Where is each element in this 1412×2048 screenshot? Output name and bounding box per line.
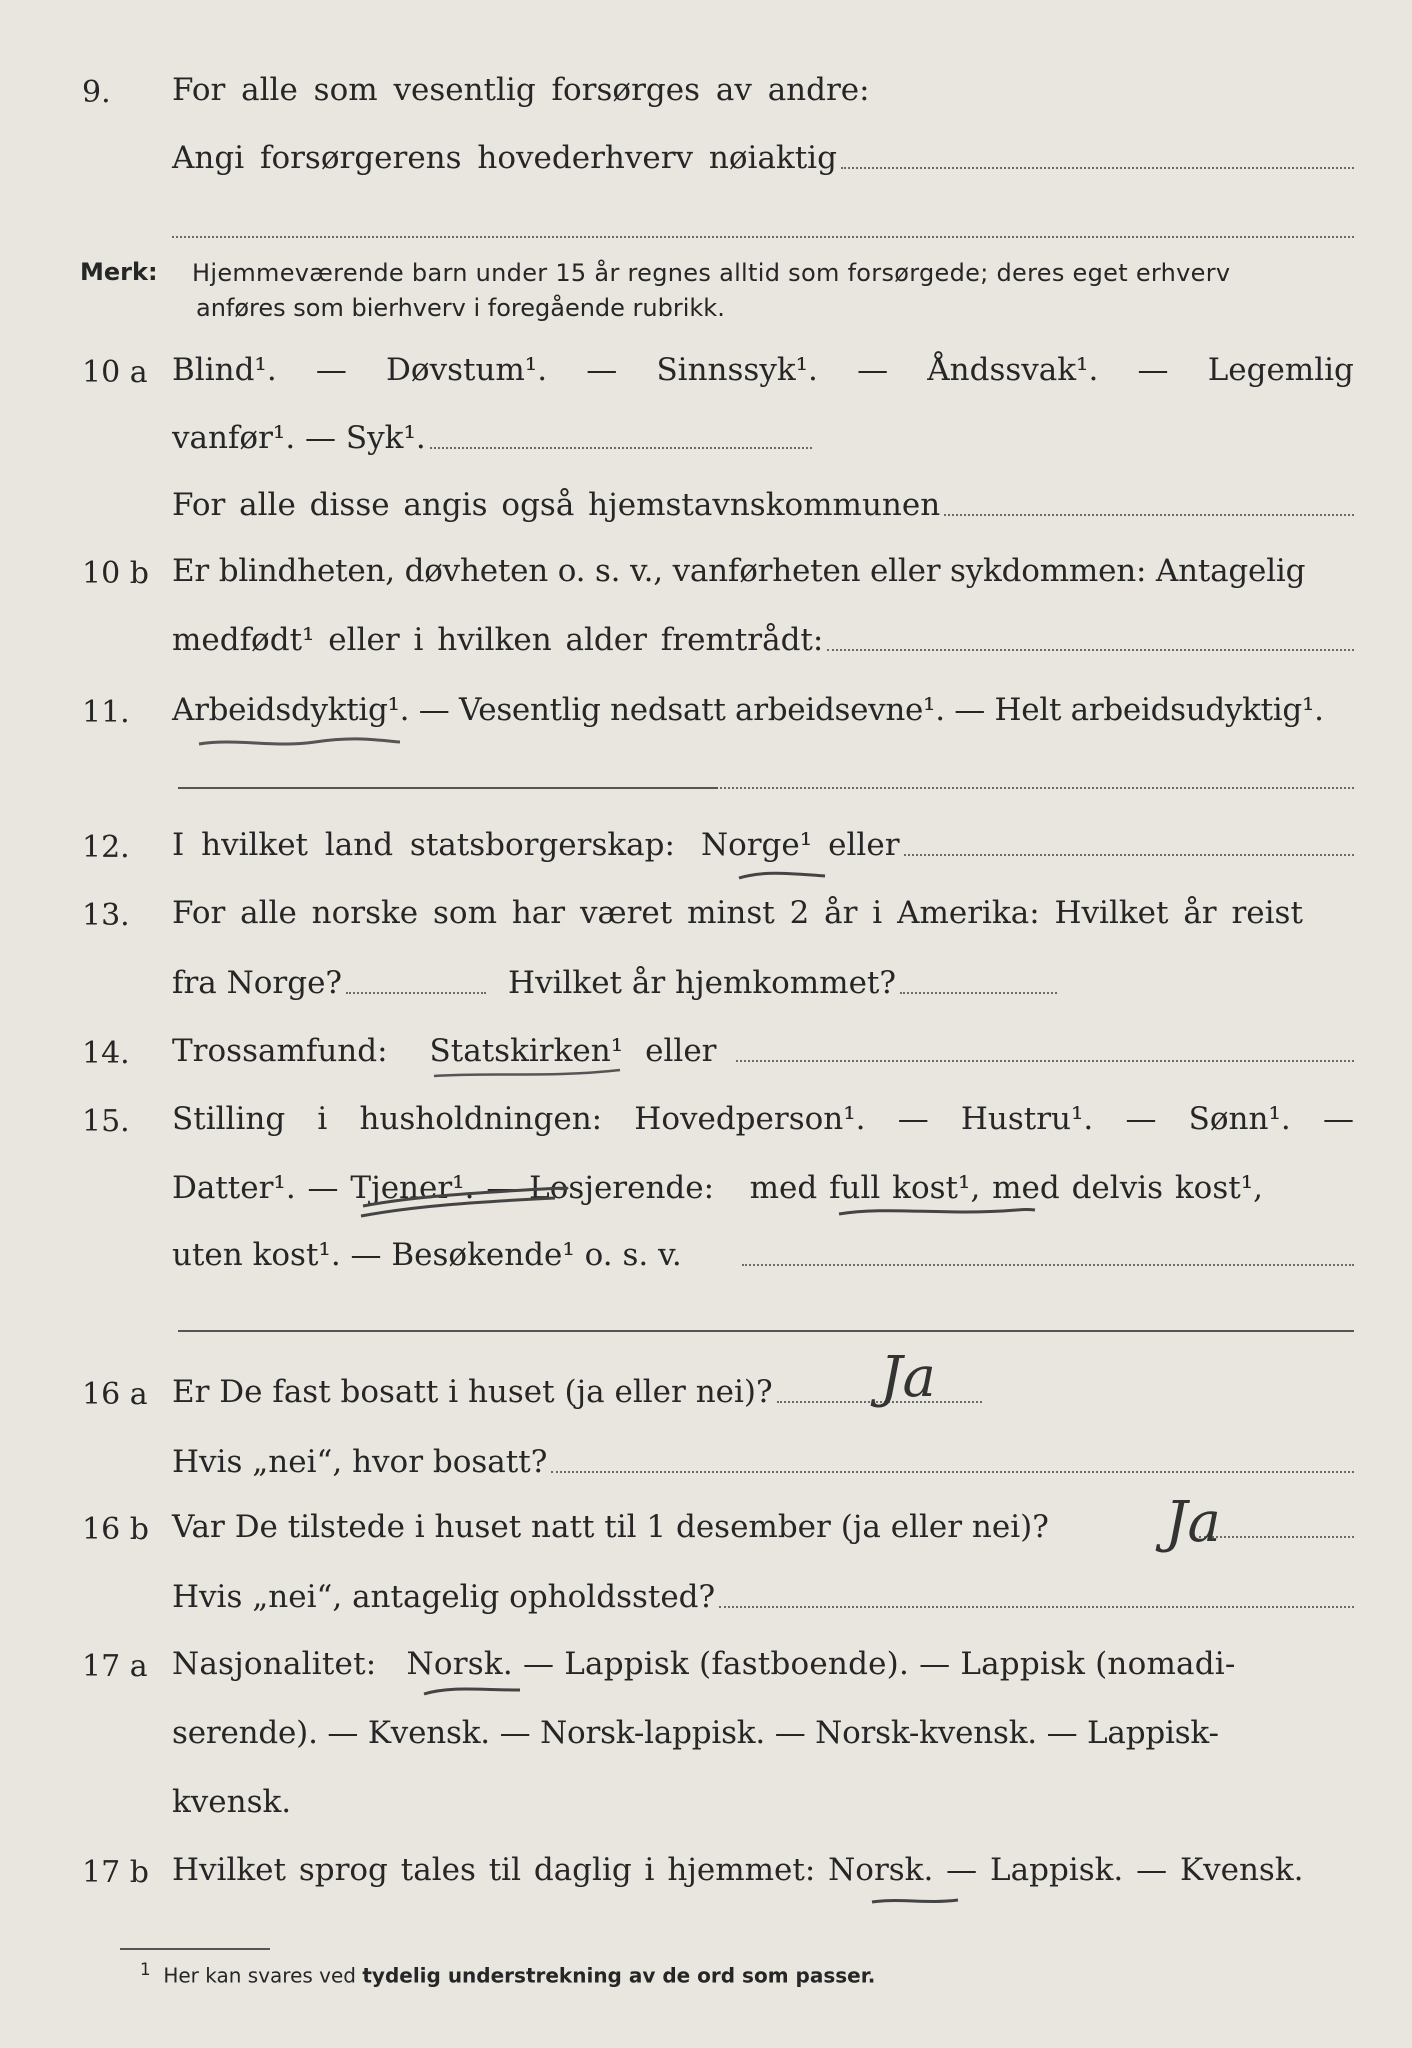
question-text: Angi forsørgerens hovederhverv nøiaktig: [172, 140, 837, 176]
option: Legemlig: [1207, 352, 1354, 388]
option: Døvstum¹.: [386, 352, 548, 388]
note-text: Hjemmeværende barn under 15 år regnes alltid som forsørgede; deres eget erhverv: [192, 259, 1231, 287]
question-text: Hvilket år hjemkommet?: [508, 965, 897, 1001]
question-text: Trossamfund:: [172, 1033, 388, 1069]
question-text: medfødt¹ eller i hvilken alder fremtrådt:: [172, 622, 824, 658]
option-selected: Norsk.: [828, 1852, 934, 1888]
note-label: Merk:: [80, 258, 158, 286]
option-list: [172, 1852, 1354, 1889]
note-text: anføres som bierhverv i foregående rubrikk.: [196, 294, 725, 322]
answer-field[interactable]: [172, 236, 1354, 238]
option: eller: [828, 827, 900, 863]
question-text: husholdningen:: [359, 1101, 603, 1137]
question-text: fra Norge?: [172, 965, 343, 1001]
footnote-rule: [120, 1948, 270, 1950]
answer-row: [172, 1444, 1354, 1481]
answer-row: [172, 827, 1354, 864]
answer-row: [172, 1237, 1354, 1274]
answer-field[interactable]: [719, 1606, 1354, 1608]
question-number: 16 b: [82, 1512, 149, 1547]
separator: —: [1125, 1101, 1157, 1137]
question-number: 16 a: [82, 1377, 148, 1412]
option-selected: Arbeidsdyktig¹.: [172, 692, 410, 728]
option-selected: Norge¹: [700, 827, 813, 863]
question-text: — Losjerende:: [486, 1170, 715, 1206]
option-struck: Tjener¹.: [350, 1170, 475, 1206]
question-text: I hvilket land statsborgerskap:: [172, 827, 675, 863]
option-list: serende). — Kvensk. — Norsk-lappisk. — Norsk-kvensk. — Lappisk-: [172, 1715, 1219, 1751]
option-list: [172, 1101, 1354, 1138]
question-text: Var De tilstede i huset natt til 1 desember (ja eller nei)?: [172, 1509, 1049, 1545]
answer-field[interactable]: [841, 167, 1354, 169]
question-text: Er blindheten, døvheten o. s. v., vanførheten eller sykdommen: Antagelig: [172, 553, 1306, 589]
underline-mark: [868, 1892, 968, 1912]
question-text: Hvilket sprog tales til daglig i hjemmet:: [172, 1852, 816, 1888]
answer-field[interactable]: [430, 447, 812, 449]
underline-mark: [430, 1062, 630, 1084]
option: Blind¹.: [172, 352, 277, 388]
answer-field[interactable]: [904, 854, 1354, 856]
answer-row: [172, 1033, 1354, 1070]
answer-row: [172, 1579, 1354, 1616]
separator: —: [1137, 352, 1169, 388]
question-text: Nasjonalitet:: [172, 1646, 377, 1682]
answer-field[interactable]: [900, 992, 1057, 994]
separator-line: [178, 787, 718, 789]
option-list: [172, 692, 1354, 729]
option: , med delvis kost¹,: [970, 1170, 1263, 1206]
strikethrough-mark: [355, 1176, 565, 1226]
option: — Lappisk (fastboende). — Lappisk (nomadi-: [522, 1646, 1236, 1682]
answer-row: [172, 140, 1354, 177]
separator: —: [315, 352, 347, 388]
option-selected: Norsk.: [406, 1646, 513, 1682]
option-list: [172, 352, 1354, 389]
answer-row: [172, 1374, 982, 1411]
separator: —: [1322, 1101, 1354, 1137]
question-text: Er De fast bosatt i huset (ja eller nei)?: [172, 1374, 773, 1410]
question-number: 10 b: [82, 556, 149, 591]
underline-mark: [420, 1680, 530, 1704]
separator: —: [586, 352, 618, 388]
question-text: For alle norske som har været minst 2 år i Amerika: Hvilket år reist: [172, 895, 1303, 931]
option-list: [172, 1646, 1354, 1683]
handwritten-answer: Ja: [1165, 1490, 1221, 1555]
option: eller: [645, 1033, 717, 1069]
footnote: [140, 1960, 875, 1988]
question-text: For alle som vesentlig forsørges av andre:: [172, 72, 870, 108]
question-number: 13.: [82, 898, 130, 933]
question-number: 17 a: [82, 1649, 148, 1684]
underline-mark: [735, 866, 835, 886]
footnote-bold-text: tydelig understrekning av de ord som passer.: [362, 1963, 876, 1988]
answer-field[interactable]: [551, 1471, 1354, 1473]
option-text: vanfør¹. — Syk¹.: [172, 420, 426, 456]
question-number: 14.: [82, 1036, 130, 1071]
question-number: 10 a: [82, 355, 148, 390]
option: Sønn¹.: [1188, 1101, 1291, 1137]
question-text: i: [317, 1101, 328, 1137]
question-text: Hvis „nei“, antagelig opholdssted?: [172, 1579, 716, 1615]
answer-row: [172, 622, 1354, 659]
answer-row: [172, 420, 812, 457]
answer-field[interactable]: [742, 1264, 1354, 1266]
option: Datter¹. —: [172, 1170, 339, 1206]
question-text: Hvis „nei“, hvor bosatt?: [172, 1444, 548, 1480]
separator: —: [897, 1101, 929, 1137]
underline-mark: [835, 1200, 1045, 1224]
option-list: [172, 1170, 1354, 1207]
separator-line: [178, 1330, 1354, 1332]
option: Hovedperson¹.: [634, 1101, 866, 1137]
question-text: For alle disse angis også hjemstavnskommunen: [172, 487, 941, 523]
question-number: 12.: [82, 830, 130, 865]
separator: —: [857, 352, 889, 388]
answer-field[interactable]: [736, 1060, 1354, 1062]
answer-field[interactable]: [720, 787, 1354, 789]
underline-mark: [195, 730, 405, 754]
answer-field[interactable]: [346, 992, 486, 994]
handwritten-answer: Ja: [880, 1345, 936, 1410]
option: — Vesentlig nedsatt arbeidsevne¹. — Helt arbeidsudyktig¹.: [409, 692, 1324, 728]
option: uten kost¹. — Besøkende¹ o. s. v.: [172, 1237, 682, 1273]
footnote-mark: 1: [140, 1960, 151, 1979]
answer-row: [172, 965, 1057, 1002]
answer-field[interactable]: [827, 649, 1354, 651]
option: Åndssvak¹.: [927, 352, 1099, 388]
question-number: 9.: [82, 75, 111, 110]
answer-row: [172, 487, 1354, 524]
option: kvensk.: [172, 1784, 292, 1820]
option: — Lappisk. — Kvensk.: [946, 1852, 1304, 1888]
option-selected: med full kost¹: [749, 1170, 971, 1206]
question-text: Stilling: [172, 1101, 286, 1137]
answer-field[interactable]: [1199, 1536, 1354, 1538]
footnote-text: Her kan svares ved: [163, 1963, 363, 1988]
answer-field[interactable]: [944, 514, 1354, 516]
question-number: 11.: [82, 695, 130, 730]
question-number: 17 b: [82, 1855, 149, 1890]
option: Hustru¹.: [960, 1101, 1094, 1137]
question-number: 15.: [82, 1104, 130, 1139]
option: Sinnssyk¹.: [656, 352, 818, 388]
option-selected: Statskirken¹: [429, 1033, 624, 1069]
